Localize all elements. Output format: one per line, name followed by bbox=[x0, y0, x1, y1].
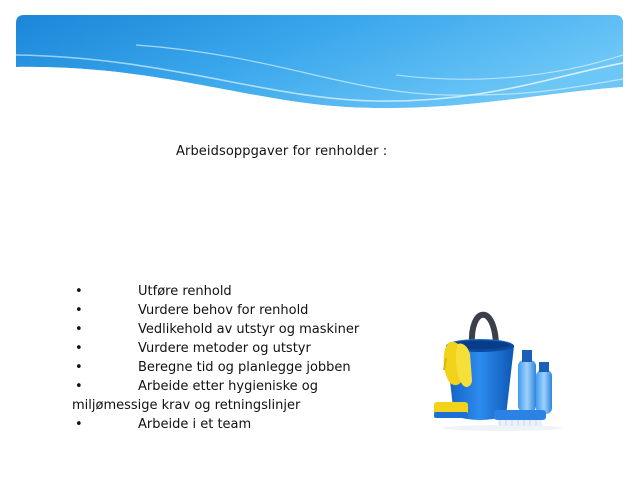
list-item-text: Vurdere behov for renhold bbox=[138, 303, 309, 318]
list-item-text: Beregne tid og planlegge jobben bbox=[138, 360, 351, 375]
slide-title: Arbeidsoppgaver for renholder : bbox=[176, 144, 388, 159]
list-item-text: Vurdere metoder og utstyr bbox=[138, 341, 311, 356]
list-item-text: Utføre renhold bbox=[138, 284, 232, 299]
bullet-icon: • bbox=[75, 303, 83, 318]
list-item bbox=[72, 377, 412, 396]
list-item-text: Arbeide etter hygieniske og bbox=[138, 379, 318, 394]
list-item bbox=[72, 282, 412, 301]
list-item bbox=[72, 320, 412, 339]
bullet-icon: • bbox=[75, 379, 83, 394]
bullet-icon: • bbox=[75, 341, 83, 356]
list-item bbox=[72, 415, 412, 434]
list-item bbox=[72, 339, 412, 358]
list-item bbox=[72, 301, 412, 320]
list-item-text: Vedlikehold av utstyr og maskiner bbox=[138, 322, 360, 337]
list-item-text: Arbeide i et team bbox=[138, 417, 252, 432]
list-item-continuation: miljømessige krav og retningslinjer bbox=[72, 398, 301, 413]
task-list bbox=[72, 282, 412, 434]
bullet-icon: • bbox=[75, 360, 83, 375]
bullet-icon: • bbox=[75, 322, 83, 337]
header-wave-banner bbox=[16, 15, 623, 115]
bullet-icon: • bbox=[75, 284, 83, 299]
cleaning-bucket-icon bbox=[432, 298, 566, 432]
bullet-icon: • bbox=[75, 417, 83, 432]
list-item bbox=[72, 358, 412, 377]
